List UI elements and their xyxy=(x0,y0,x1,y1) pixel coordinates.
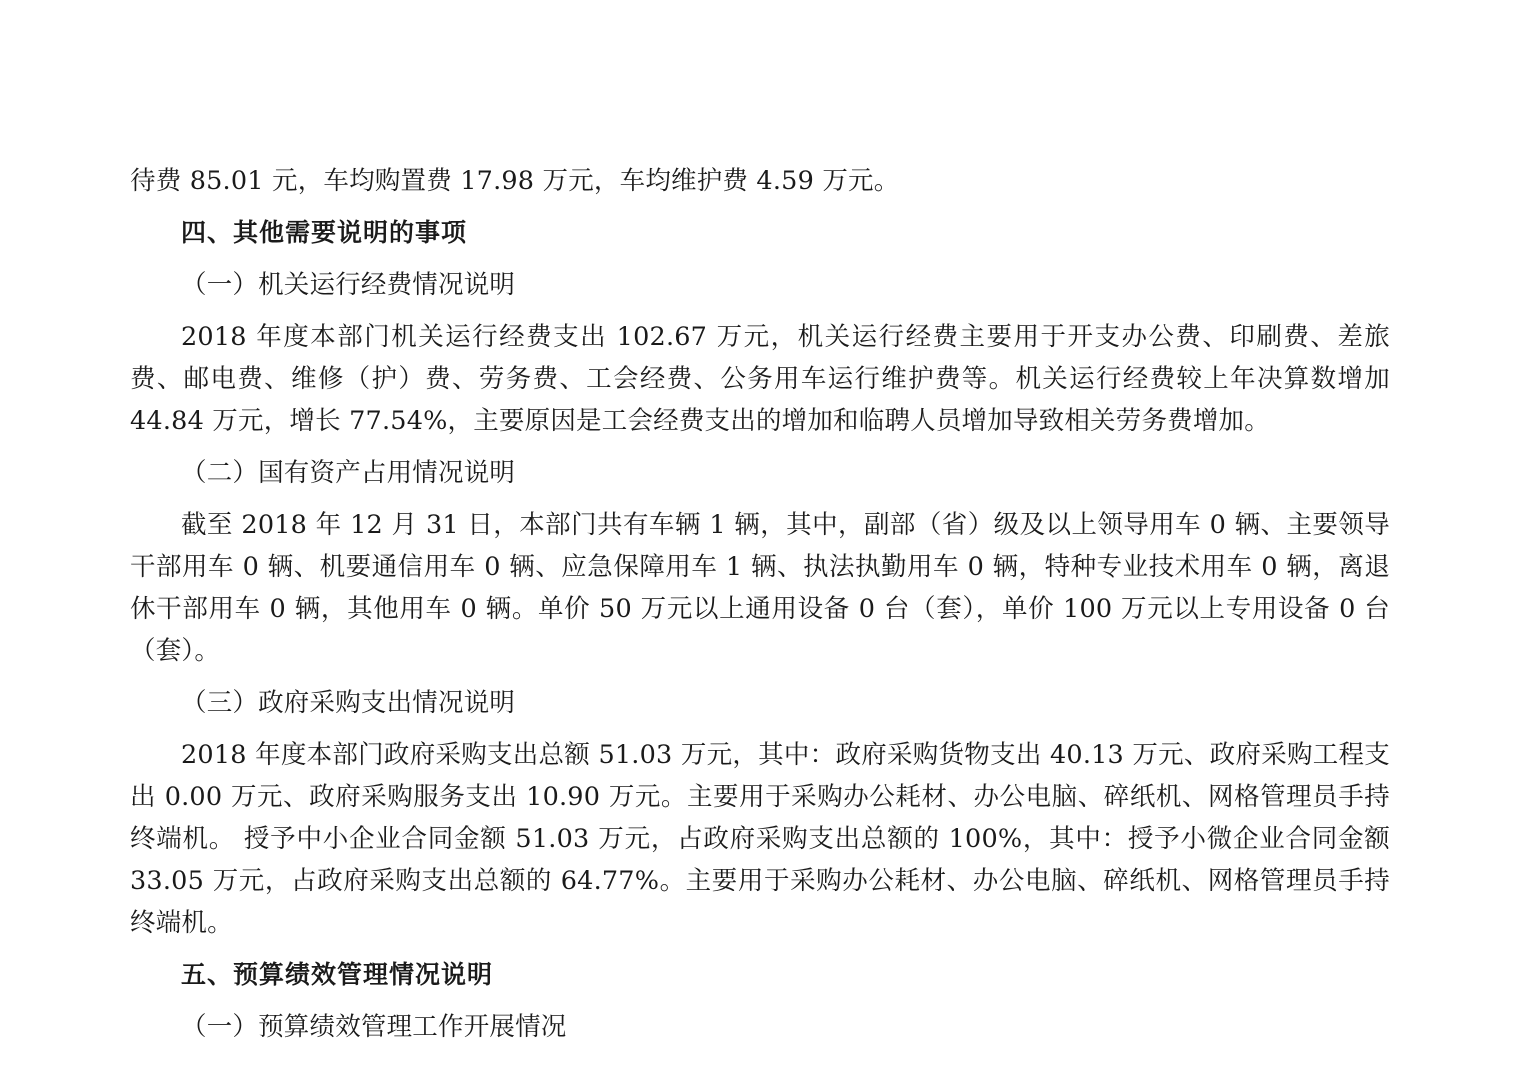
heading-subsection-4-1: （一）机关运行经费情况说明 xyxy=(181,270,516,300)
heading-subsection-4-3: （三）政府采购支出情况说明 xyxy=(181,688,516,718)
heading-section-four: 四、其他需要说明的事项 xyxy=(181,218,468,247)
heading-subsection-5-1: （一）预算绩效管理工作开展情况 xyxy=(181,1012,567,1042)
paragraph-carry-over-line: 待费 85.01 元，车均购置费 17.98 万元，车均维护费 4.59 万元。 xyxy=(130,166,900,196)
heading-subsection-4-2: （二）国有资产占用情况说明 xyxy=(181,458,516,488)
paragraph-subsection-4-2-body: 截至 2018 年 12 月 31 日，本部门共有车辆 1 辆，其中，副部（省）级及以上领导用车 0 辆、主要领导干部用车 0 辆、机要通信用车 0 辆、应急保障用车 1 辆、执法执勤用车 0 辆，特种专业技术用车 0 辆，离退休干部用车 0 辆，其他用车 0 辆。单价 50 万元以上通用设备 0 台（套），单价 100 万元以上专用设备 0 台（套）。 xyxy=(130,510,1390,666)
paragraph-subsection-4-1-body: 2018 年度本部门机关运行经费支出 102.67 万元，机关运行经费主要用于开支办公费、印刷费、差旅费、邮电费、维修（护）费、劳务费、工会经费、公务用车运行维护费等。机关运行经费较上年决算数增加 44.84 万元，增长 77.54%，主要原因是工会经费支出的增加和临聘人员增加导致相关劳务费增加。 xyxy=(130,322,1390,436)
document-body xyxy=(130,160,1390,1048)
heading-section-five: 五、预算绩效管理情况说明 xyxy=(181,960,494,989)
paragraph-subsection-4-3-body: 2018 年度本部门政府采购支出总额 51.03 万元，其中：政府采购货物支出 40.13 万元、政府采购工程支出 0.00 万元、政府采购服务支出 10.90 万元。主要用于采购办公耗材、办公电脑、碎纸机、网格管理员手持终端机。 授予中小企业合同金额 51.03 万元，占政府采购支出总额的 100%，其中：授予小微企业合同金额 33.05 万元，占政府采购支出总额的 64.77%。主要用于采购办公耗材、办公电脑、碎纸机、网格管理员手持终端机。 xyxy=(130,740,1390,938)
